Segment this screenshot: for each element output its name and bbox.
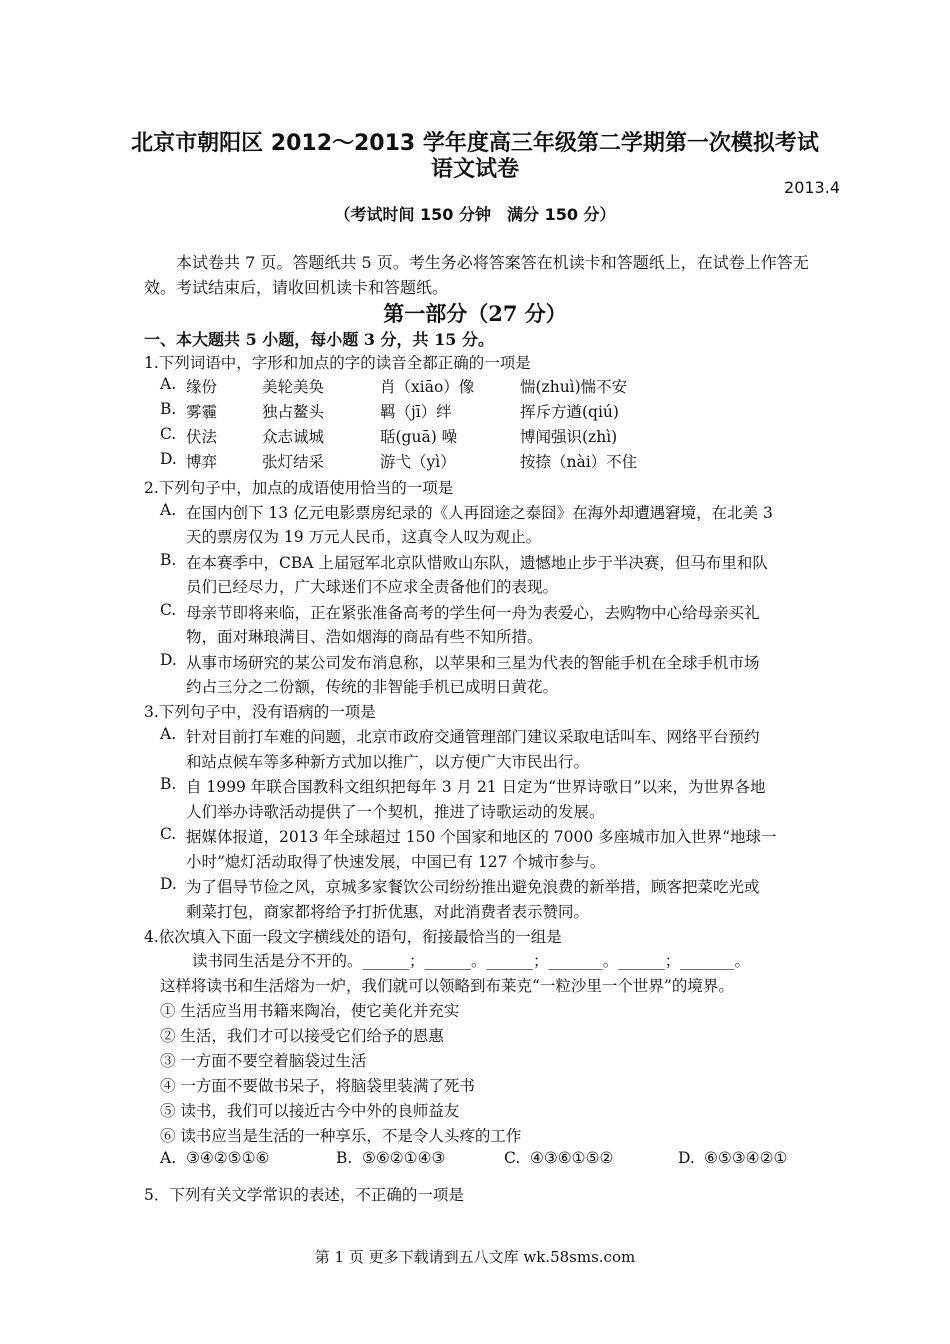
option-label: B. bbox=[336, 1149, 353, 1167]
option-label: A. bbox=[160, 1149, 177, 1167]
option-word-1: 缘份 bbox=[186, 378, 218, 396]
option-text-line: 小时”熄灯活动取得了快速发展，中国已有 127 个城市参与。 bbox=[186, 853, 606, 871]
page-footer: 第 1 页 更多下载请到五八文库 wk.58sms.com bbox=[314, 1248, 636, 1266]
option-text-line: 在本赛季中，CBA 上届冠军北京队惜败山东队，遗憾地止步于半决赛，但马布里和队 bbox=[186, 554, 768, 572]
passage-line: 读书同生活是分不开的。______；______。______；_______。______；_______。 bbox=[192, 952, 751, 970]
option-label: C. bbox=[504, 1149, 521, 1167]
question-4-stem: 4.依次填入下面一段文字横线处的语句，衔接最恰当的一组是 bbox=[144, 928, 562, 946]
passage-line: 这样将读书和生活熔为一炉，我们就可以领略到布莱克“一粒沙里一个世界”的境界。 bbox=[160, 977, 734, 995]
option-text-line: 据媒体报道，2013 年全球超过 150 个国家和地区的 7000 多座城市加入世界“地球一 bbox=[186, 828, 777, 846]
option-label: A. bbox=[160, 501, 177, 519]
exam-title: 北京市朝阳区 2012～2013 学年度高三年级第二学期第一次模拟考试 bbox=[131, 131, 819, 156]
option-word-1: 雾霾 bbox=[186, 403, 218, 421]
option-label: A. bbox=[160, 375, 177, 393]
option-text-line: 在国内创下 13 亿元电影票房纪录的《人再囧途之泰囧》在海外却遭遇窘境，在北美 3 bbox=[186, 504, 773, 522]
option-text-line: 人们举办诗歌活动提供了一个契机，推进了诗歌运动的发展。 bbox=[186, 803, 605, 821]
option-word-2: 众志诚城 bbox=[262, 428, 325, 446]
option-sequence: ③④②⑤①⑥ bbox=[186, 1149, 270, 1167]
option-word-2: 张灯结采 bbox=[262, 453, 325, 471]
question-5-stem: 5．下列有关文学常识的表述，不正确的一项是 bbox=[144, 1186, 464, 1204]
option-word-3: 羁（jī）绊 bbox=[380, 403, 452, 421]
question-3-stem: 3.下列句子中，没有语病的一项是 bbox=[144, 703, 376, 721]
exam-date: 2013.4 bbox=[784, 178, 840, 197]
option-text-line: 剩菜打包，商家都将给予打折优惠，对此消费者表示赞同。 bbox=[186, 903, 590, 921]
instructions: 本试卷共 7 页。答题纸共 5 页。考生务必将答案答在机读卡和答题纸上，在试卷上作答无效。考试结束后，请收回机读卡和答题纸。 bbox=[144, 253, 809, 297]
option-label: B. bbox=[160, 400, 177, 418]
option-sequence: ④③⑥①⑤② bbox=[530, 1149, 614, 1167]
list-item: ② 生活，我们才可以接受它们给予的恩惠 bbox=[160, 1027, 444, 1045]
option-word-3: 肖（xiāo）像 bbox=[380, 378, 475, 396]
list-item: ⑥ 读书应当是生活的一种享乐，不是令人头疼的工作 bbox=[160, 1127, 522, 1145]
question-2-stem: 2.下列句子中，加点的成语使用恰当的一项是 bbox=[144, 479, 454, 497]
option-word-1: 博弈 bbox=[186, 453, 218, 471]
option-word-1: 伏法 bbox=[186, 428, 218, 446]
option-label: A. bbox=[160, 725, 177, 743]
option-word-4: 惴(zhuì)惴不安 bbox=[520, 378, 628, 396]
list-item: ① 生活应当用书籍来陶冶，使它美化并充实 bbox=[160, 1002, 460, 1020]
option-sequence: ⑥⑤③④②① bbox=[704, 1149, 788, 1167]
section-heading: 一、本大题共 5 小题，每小题 3 分，共 15 分。 bbox=[144, 330, 494, 349]
option-text-line: 天的票房仅为 19 万元人民币，这真令人叹为观止。 bbox=[186, 528, 542, 546]
option-text-line: 母亲节即将来临，正在紧张准备高考的学生何一舟为表爱心，去购物中心给母亲买礼 bbox=[186, 604, 760, 622]
option-word-2: 独占鳌头 bbox=[262, 403, 325, 421]
option-text-line: 约占三分之二份额，传统的非智能手机已成明日黄花。 bbox=[186, 678, 559, 696]
option-word-4: 博闻强识(zhì) bbox=[520, 428, 618, 446]
option-label: D. bbox=[160, 651, 177, 669]
option-word-4: 挥斥方遒(qiú) bbox=[520, 403, 619, 421]
option-text-line: 针对目前打车难的问题，北京市政府交通管理部门建议采取电话叫车、网络平台预约 bbox=[186, 728, 760, 746]
option-label: D. bbox=[160, 450, 177, 468]
option-word-4: 按捺（nài）不住 bbox=[520, 453, 638, 471]
option-label: B. bbox=[160, 551, 177, 569]
option-label: C. bbox=[160, 601, 177, 619]
option-label: D. bbox=[160, 875, 177, 893]
list-item: ④ 一方面不要做书呆子，将脑袋里装满了死书 bbox=[160, 1077, 475, 1095]
option-label: C. bbox=[160, 825, 177, 843]
exam-info: （考试时间 150 分钟 满分 150 分） bbox=[334, 205, 616, 224]
option-word-3: 聒(guā) 噪 bbox=[380, 428, 458, 446]
option-text-line: 自 1999 年联合国教科文组织把每年 3 月 21 日定为“世界诗歌日”以来，为世界各地 bbox=[186, 778, 766, 796]
question-1-stem: 1.下列词语中，字形和加点的字的读音全都正确的一项是 bbox=[144, 354, 531, 372]
option-word-3: 游弋（yì） bbox=[380, 453, 456, 471]
list-item: ⑤ 读书，我们可以接近古今中外的良师益友 bbox=[160, 1102, 460, 1120]
exam-subject: 语文试卷 bbox=[430, 157, 519, 182]
option-text-line: 物，面对琳琅满目、浩如烟海的商品有些不知所措。 bbox=[186, 628, 543, 646]
option-text-line: 和站点候车等多种新方式加以推广，以方便广大市民出行。 bbox=[186, 753, 590, 771]
option-text-line: 员们已经尽力，广大球迷们不应求全责备他们的表现。 bbox=[186, 578, 559, 596]
option-label: C. bbox=[160, 425, 177, 443]
option-text-line: 从事市场研究的某公司发布消息称，以苹果和三星为代表的智能手机在全球手机市场 bbox=[186, 654, 760, 672]
list-item: ③ 一方面不要空着脑袋过生活 bbox=[160, 1052, 367, 1070]
option-label: D. bbox=[678, 1149, 695, 1167]
option-sequence: ⑤⑥②①④③ bbox=[362, 1149, 446, 1167]
option-text-line: 为了倡导节俭之风，京城多家餐饮公司纷纷推出避免浪费的新举措，顾客把菜吃光或 bbox=[186, 878, 760, 896]
option-label: B. bbox=[160, 775, 177, 793]
option-word-2: 美轮美奂 bbox=[262, 378, 325, 396]
part-heading: 第一部分（27 分） bbox=[383, 301, 567, 326]
